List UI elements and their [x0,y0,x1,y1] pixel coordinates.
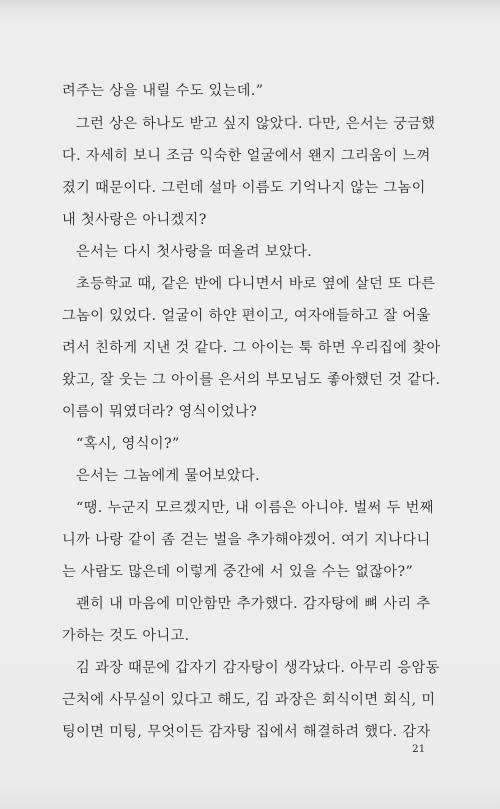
text-line: 왔고, 잘 웃는 그 아이를 은서의 부모님도 좋아했던 것 같다. [62,372,441,388]
text-line: 은서는 다시 첫사랑을 떠올려 보았다. [76,244,313,260]
text-line: 는 사람도 많은데 이렇게 중간에 서 있을 수는 없잖아?” [62,564,414,580]
text-line: 그놈이 있었다. 얼굴이 하얀 편이고, 여자애들하고 잘 어울 [62,308,431,324]
text-line: 그런 상은 하나도 받고 싶지 않았다. 다만, 은서는 궁금했 [76,116,436,132]
text-line: 팅이면 미팅, 무엇이든 감자탕 집에서 해결하려 했다. 감자 [62,724,431,740]
page-top-edge [0,0,500,14]
text-line: 려서 친하게 지낸 것 같다. 그 아이는 툭 하면 우리집에 찾아 [62,340,441,356]
text-line: “혹시, 영식이?” [76,436,180,452]
text-line: 근처에 사무실이 있다고 해도, 김 과장은 회식이면 회식, 미 [62,692,436,708]
text-line: 이름이 뭐였더라? 영식이었나? [62,404,258,420]
text-line: 초등학교 때, 같은 반에 다니면서 바로 옆에 살던 또 다른 [76,276,436,292]
text-line: 은서는 그놈에게 물어보았다. [76,468,260,484]
page-number: 21 [412,743,426,755]
text-line: 가하는 것도 아니고. [62,628,190,644]
text-line: 려주는 상을 내릴 수도 있는데.” [62,83,264,99]
text-line: 김 과장 때문에 갑자기 감자탕이 생각났다. 아무리 응암동 [76,660,440,676]
text-line: 괜히 내 마음에 미안함만 추가했다. 감자탕에 뼈 사리 추 [76,596,431,612]
text-line: “땡. 누군지 모르겠지만, 내 이름은 아니야. 벌써 두 번째 [76,500,434,516]
text-line: 졌기 때문이다. 그런데 설마 이름도 기억나지 않는 그놈이 [62,180,426,196]
text-line: 다. 자세히 보니 조금 익숙한 얼굴에서 왠지 그리움이 느껴 [62,148,431,164]
text-line: 내 첫사랑은 아니겠지? [62,212,207,228]
text-line: 니까 나랑 같이 좀 걷는 벌을 추가해야겠어. 여기 지나다니 [62,532,431,548]
